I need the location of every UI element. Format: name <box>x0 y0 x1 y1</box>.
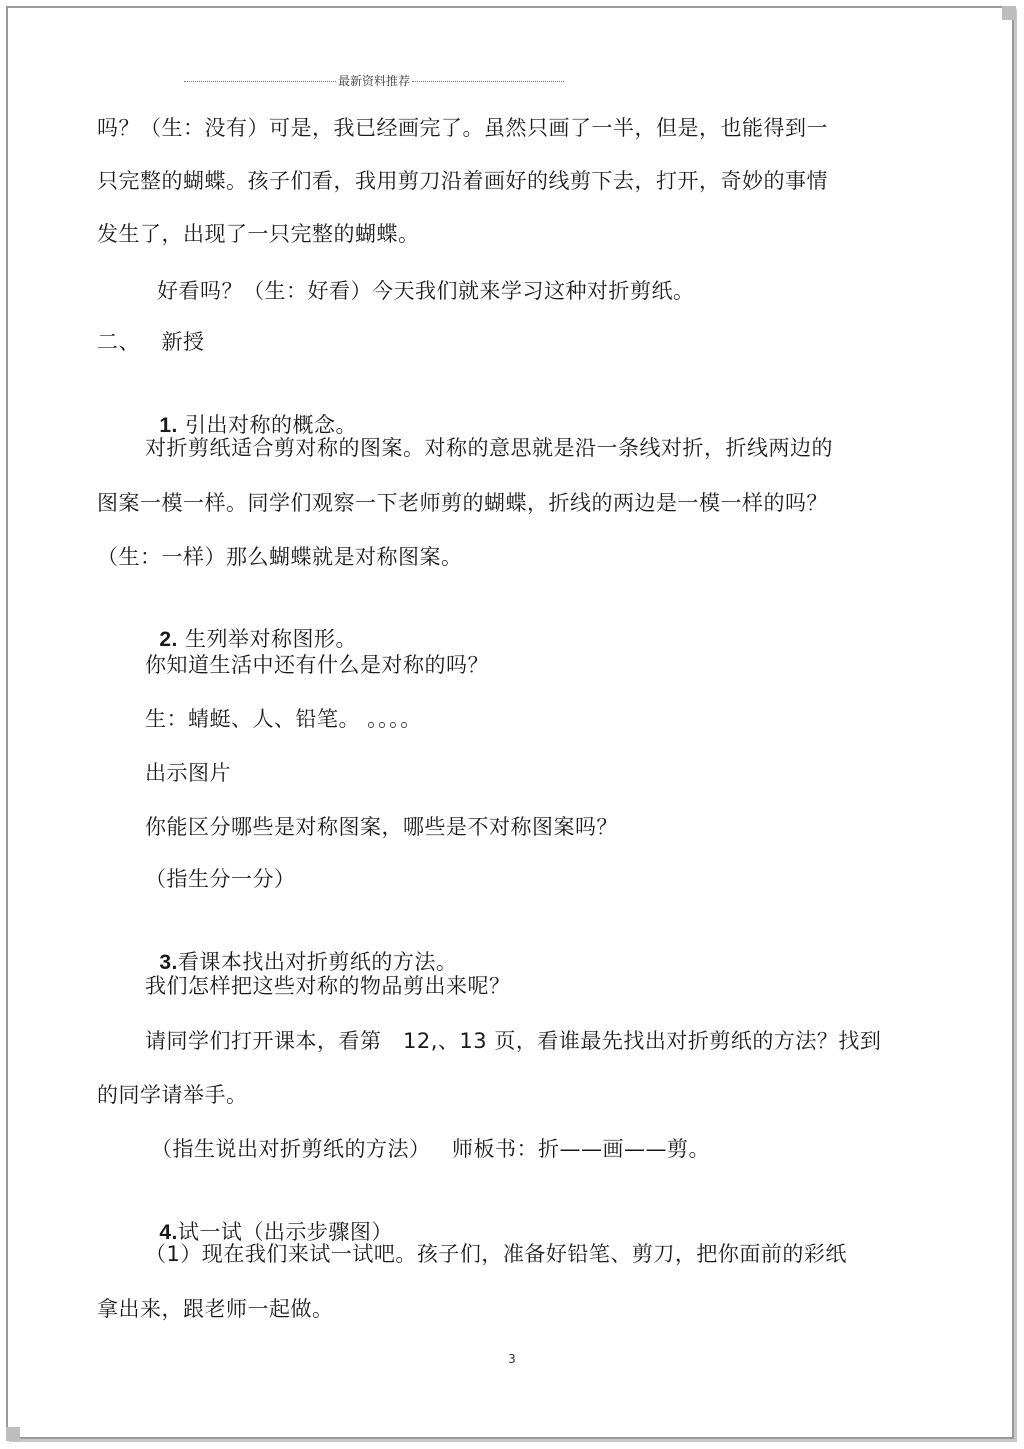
text-line: 请同学们打开课本，看第 12,、13 页，看谁最先找出对折剪纸的方法？找到 <box>145 1029 882 1053</box>
section-heading: 二、 新授 <box>97 330 205 354</box>
step-number: 3. <box>159 951 178 974</box>
text-line: 出示图片 <box>145 761 231 785</box>
header-text: 最新资料推荐 <box>338 74 411 88</box>
header-dots-right <box>412 81 564 82</box>
text-line: 拿出来，跟老师一起做。 <box>97 1297 334 1321</box>
text-line: 的同学请举手。 <box>97 1083 248 1107</box>
step-number: 4. <box>159 1221 178 1244</box>
step-title: 引出对称的概念。 <box>177 413 358 437</box>
step-number: 1. <box>159 414 178 437</box>
text-line: 图案一模一样。同学们观察一下老师剪的蝴蝶，折线的两边是一模一样的吗？ <box>97 491 828 515</box>
text-line: 吗？（生：没有）可是，我已经画完了。虽然只画了一半，但是，也能得到一 <box>97 116 828 140</box>
text-line: 生：蜻蜓、人、铅笔。 。。。。 <box>145 707 422 731</box>
step-title: 看课本找出对折剪纸的方法。 <box>177 950 458 974</box>
text-line: 我们怎样把这些对称的物品剪出来呢？ <box>145 974 511 998</box>
step-heading <box>145 383 357 440</box>
page-corner <box>6 1427 20 1441</box>
text-line: （1）现在我们来试一试吧。孩子们，准备好铅笔、剪刀，把你面前的彩纸 <box>145 1242 847 1266</box>
step-heading <box>145 920 457 977</box>
text-line: 对折剪纸适合剪对称的图案。对称的意思就是沿一条线对折，折线两边的 <box>145 436 833 460</box>
text-line: （指生说出对折剪纸的方法） 师板书：折——画——剪。 <box>151 1137 711 1161</box>
page-header <box>184 72 564 89</box>
text-line: 你知道生活中还有什么是对称的吗？ <box>145 653 489 677</box>
step-heading <box>145 597 357 654</box>
header-dots-left <box>184 81 336 82</box>
step-title: 生列举对称图形。 <box>177 627 358 651</box>
text-line: （指生分一分） <box>145 867 296 891</box>
step-heading <box>145 1190 393 1247</box>
text-line: 好看吗？（生：好看）今天我们就来学习这种对折剪纸。 <box>157 279 695 303</box>
text-line: 发生了，出现了一只完整的蝴蝶。 <box>97 222 420 246</box>
page-corner <box>1002 6 1016 20</box>
page-number: 3 <box>508 1352 516 1366</box>
text-line: 你能区分哪些是对称图案，哪些是不对称图案吗？ <box>145 815 618 839</box>
text-line: （生：一样）那么蝴蝶就是对称图案。 <box>97 545 463 569</box>
text-line: 只完整的蝴蝶。孩子们看，我用剪刀沿着画好的线剪下去，打开，奇妙的事情 <box>97 169 828 193</box>
step-number: 2. <box>159 628 178 651</box>
step-title: 试一试（出示步骤图） <box>177 1220 393 1244</box>
